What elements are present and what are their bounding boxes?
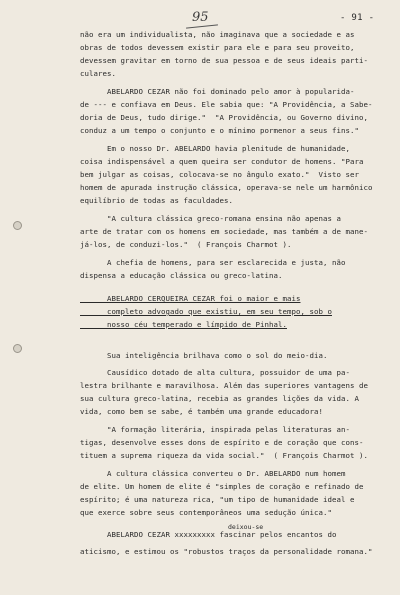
text-line: vida, como bem se sabe, é também uma grande educadora! bbox=[80, 407, 323, 416]
text-line: doria de Deus, tudo dirige." "A Providência, ou Governo divino, bbox=[80, 113, 368, 122]
text-line: não era um individualista, não imaginava que a sociedade e as bbox=[80, 30, 355, 39]
text-line: conduz a um tempo o conjunto e o mínimo pormenor a seus fins." bbox=[80, 126, 359, 135]
text-line: arte de tratar com os homens em sociedade, mas também a de mane- bbox=[80, 227, 368, 236]
text-line: devessem gravitar em torno de sua pessoa e de seus ideais parti- bbox=[80, 56, 368, 65]
text-line: espírito; é uma natureza rica, "um tipo de humanidade ideal e bbox=[80, 495, 355, 504]
text-line: "A cultura clássica greco-romana ensina não apenas a bbox=[80, 214, 341, 223]
text-line: obras de todos devessem existir para ele e para seu proveito, bbox=[80, 43, 355, 52]
text-line: que exerce sobre seus contemporâneos uma sedução única." bbox=[80, 508, 332, 517]
underlined-line: ABELARDO CERQUEIRA CEZAR foi o maior e mais bbox=[80, 294, 301, 303]
text-line: equilíbrio de todas as faculdades. bbox=[80, 196, 233, 205]
text-line: lestra brilhante e maravilhosa. Além das superiores vantagens de bbox=[80, 381, 368, 390]
text-line: de --- e confiava em Deus. Ele sabia que: "A Providência, a Sabe- bbox=[80, 100, 373, 109]
underlined-line: completo advogado que existiu, em seu tempo, sob o bbox=[80, 307, 332, 316]
text-line: bem julgar as coisas, colocava-se no ângulo exato." Visto ser bbox=[80, 170, 359, 179]
text-line: coisa indispensável a quem queira ser condutor de homens. "Para bbox=[80, 157, 364, 166]
punch-hole bbox=[13, 221, 22, 230]
text-line: aticismo, e estimou os "robustos traços da personalidade romana." bbox=[80, 547, 373, 556]
text-line: Em o nosso Dr. ABELARDO havia plenitude de humanidade, bbox=[80, 144, 350, 153]
page-number: - 91 - bbox=[340, 13, 375, 23]
text-line: "A formação literária, inspirada pelas literaturas an- bbox=[80, 425, 350, 434]
text-line: tituem a suprema riqueza da vida social." ( François Charmot ). bbox=[80, 451, 368, 460]
text-line: A cultura clássica converteu o Dr. ABELARDO num homem bbox=[80, 469, 346, 478]
handwritten-page-number: 95 bbox=[192, 10, 209, 25]
text-line: A chefia de homens, para ser esclarecida e justa, não bbox=[80, 258, 346, 267]
text-line: culares. bbox=[80, 69, 116, 78]
text-line: homem de apurada instrução clássica, operava-se nele um harmônico bbox=[80, 183, 373, 192]
underlined-line: nosso céu temperado e límpido de Pinhal. bbox=[80, 320, 287, 329]
text-line: sua cultura greco-latina, recebia as grandes lições da vida. A bbox=[80, 394, 359, 403]
text-line: Causídico dotado de alta cultura, possuidor de uma pa- bbox=[80, 368, 350, 377]
text-line: dispensa a educação clássica ou greco-latina. bbox=[80, 271, 283, 280]
inserted-correction: deixou-se bbox=[228, 523, 264, 531]
text-line: de elite. Um homem de elite é "simples de coração e refinado de bbox=[80, 482, 364, 491]
punch-hole bbox=[13, 344, 22, 353]
text-line: Sua inteligência brilhava como o sol do meio-dia. bbox=[80, 351, 328, 360]
text-line: ABELARDO CEZAR não foi dominado pelo amor à popularida- bbox=[80, 87, 355, 96]
text-line: já-los, de conduzi-los." ( François Charmot ). bbox=[80, 240, 292, 249]
text-line: tigas, desenvolve esses dons de espírito e de coração que cons- bbox=[80, 438, 364, 447]
text-line-with-strikeout: ABELARDO CEZAR xxxxxxxxx fascinar pelos encantos do bbox=[80, 530, 337, 539]
handwritten-underline bbox=[186, 24, 218, 28]
